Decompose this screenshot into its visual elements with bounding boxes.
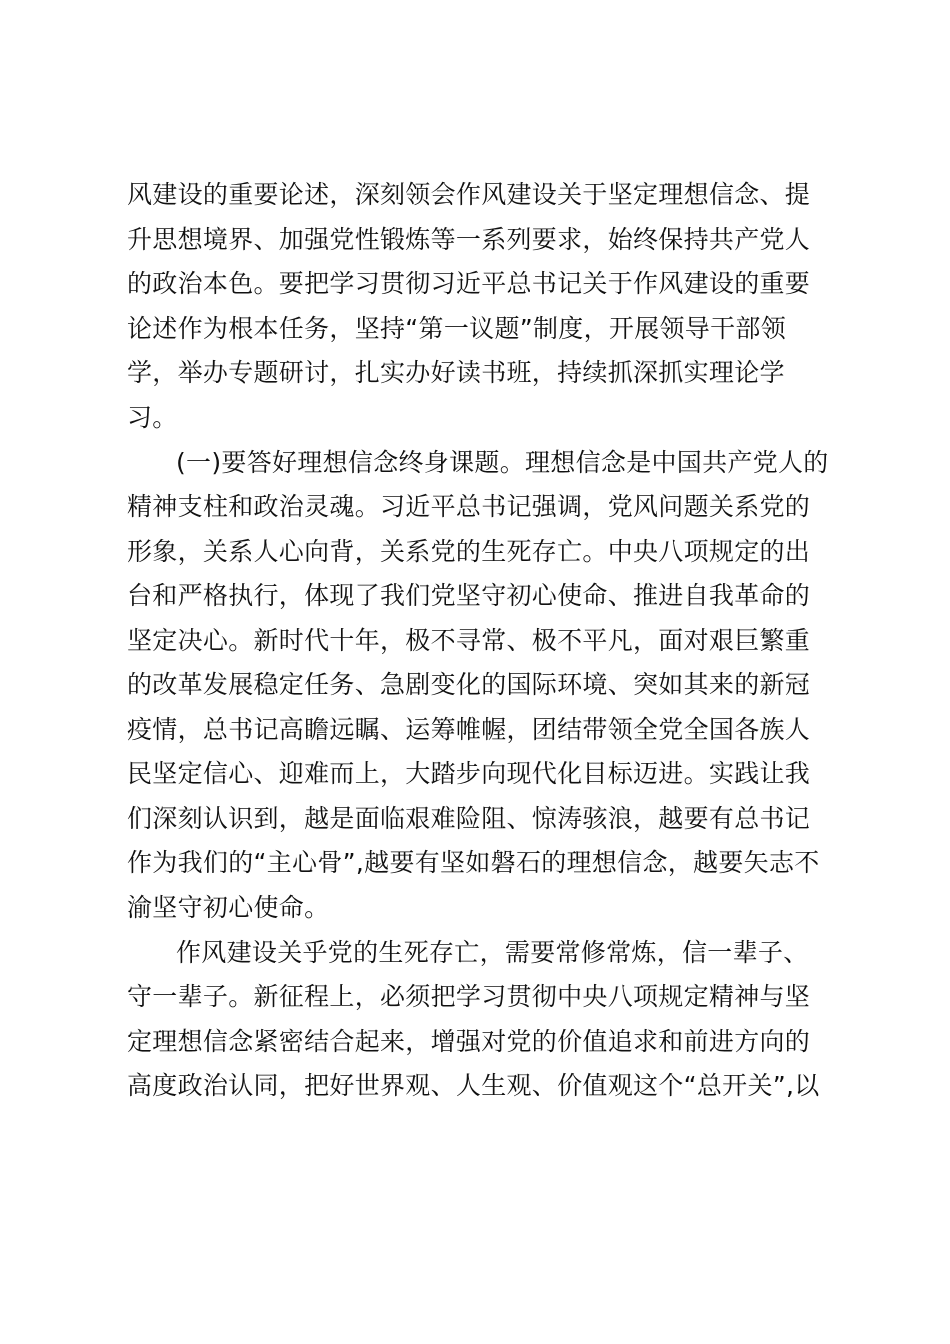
- paragraph-3-line-3: 定理想信念紧密结合起来，增强对党的价值追求和前进方向的: [127, 1027, 811, 1056]
- paragraph-1-line-2: 升思想境界、加强党性锻炼等一系列要求，始终保持共产党人: [127, 225, 811, 254]
- paragraph-2-line-3: 形象，关系人心向背，关系党的生死存亡。中央八项规定的出: [127, 537, 811, 566]
- paragraph-1-line-6: 习。: [127, 403, 178, 432]
- paragraph-2-line-10: 作为我们的“主心骨”,越要有坚如磐石的理想信念，越要矢志不: [127, 848, 820, 877]
- paragraph-2-line-5: 坚定决心。新时代十年，极不寻常、极不平凡，面对艰巨繁重: [127, 626, 811, 655]
- paragraph-2-line-7: 疫情，总书记高瞻远瞩、运筹帷幄，团结带领全党全国各族人: [127, 715, 811, 744]
- paragraph-2-line-2: 精神支柱和政治灵魂。习近平总书记强调，党风问题关系党的: [127, 492, 811, 521]
- paragraph-1-line-3: 的政治本色。要把学习贯彻习近平总书记关于作风建设的重要: [127, 269, 811, 298]
- paragraph-2-line-9: 们深刻认识到，越是面临艰难险阻、惊涛骇浪，越要有总书记: [127, 804, 811, 833]
- paragraph-1-line-1: 风建设的重要论述，深刻领会作风建设关于坚定理想信念、提: [127, 180, 811, 209]
- paragraph-2-line-6: 的改革发展稳定任务、急剧变化的国际环境、突如其来的新冠: [127, 670, 811, 699]
- paragraph-1-line-5: 学，举办专题研讨，扎实办好读书班，持续抓深抓实理论学: [127, 358, 785, 387]
- paragraph-2-line-8: 民坚定信心、迎难而上，大踏步向现代化目标迈进。实践让我: [127, 759, 811, 788]
- paragraph-2-line-1: (一)要答好理想信念终身课题。理想信念是中国共产党人的: [176, 448, 829, 477]
- paragraph-3-line-4: 高度政治认同，把好世界观、人生观、价值观这个“总开关”,以: [127, 1071, 820, 1100]
- paragraph-1-line-4: 论述作为根本任务，坚持“第一议题”制度，开展领导干部领: [127, 314, 787, 343]
- paragraph-2-line-11: 渝坚守初心使命。: [127, 893, 330, 922]
- paragraph-3-line-1: 作风建设关乎党的生死存亡，需要常修常炼，信一辈子、: [176, 938, 809, 967]
- paragraph-2-line-4: 台和严格执行，体现了我们党坚守初心使命、推进自我革命的: [127, 581, 811, 610]
- paragraph-3-line-2: 守一辈子。新征程上，必须把学习贯彻中央八项规定精神与坚: [127, 982, 811, 1011]
